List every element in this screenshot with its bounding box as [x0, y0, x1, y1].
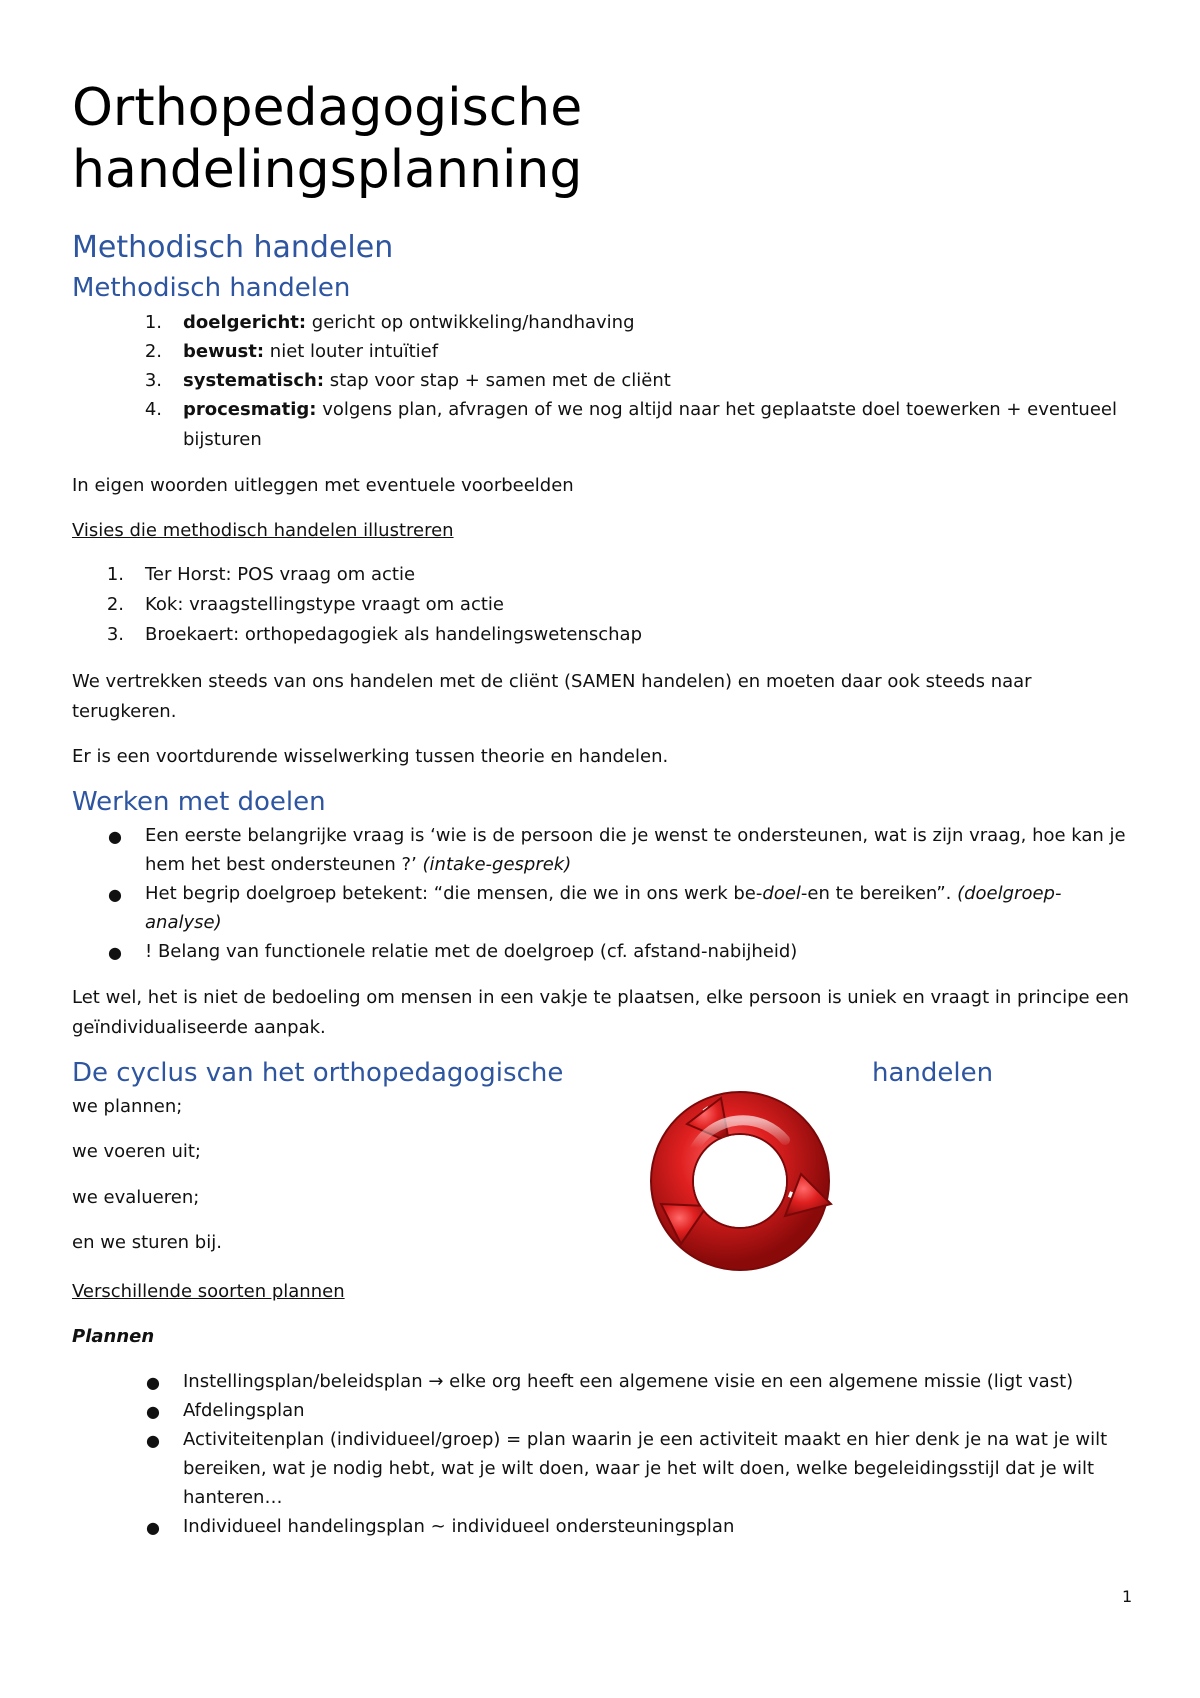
bullet-text-continuation: bereiken, wat je nodig hebt, wat je wilt doen, waar je het wilt doen, welke begeleidingsstijl dat je wilt	[183, 1458, 1095, 1479]
cycle-step: we evalueren;	[72, 1187, 200, 1208]
list-item	[183, 311, 635, 335]
cycle-step: we plannen;	[72, 1096, 183, 1117]
paragraph-line: We vertrekken steeds van ons handelen met de cliënt (SAMEN handelen) en moeten daar ook steeds naar	[72, 671, 1032, 692]
bullet-text: Instellingsplan/beleidsplan → elke org heeft een algemene visie en een algemene missie (ligt vast)	[183, 1371, 1074, 1392]
list-item	[183, 369, 671, 393]
list-number: 1.	[144, 312, 162, 333]
heading-werken-met-doelen: Werken met doelen	[72, 787, 326, 817]
instruction-note: In eigen woorden uitleggen met eventuele voorbeelden	[72, 475, 574, 496]
heading-cyclus-end: handelen	[872, 1058, 994, 1088]
plannen-label: Plannen	[72, 1326, 155, 1347]
list-text: niet louter intuïtief	[264, 341, 439, 362]
list-number: 3.	[144, 370, 162, 391]
list-term: procesmatig:	[183, 399, 317, 420]
list-text: stap voor stap + samen met de cliënt	[324, 370, 671, 391]
subheading-methodisch-handelen: Methodisch handelen	[72, 273, 351, 303]
title-line-1: Orthopedagogische	[72, 78, 583, 138]
visies-heading: Visies die methodisch handelen illustreren	[72, 520, 454, 541]
bullet-icon: ●	[146, 1402, 160, 1421]
list-term: systematisch:	[183, 370, 325, 391]
list-number: 3.	[106, 624, 124, 645]
bullet-icon: ●	[146, 1373, 160, 1392]
bullet-text: Afdelingsplan	[183, 1400, 305, 1421]
list-item: Kok: vraagstellingstype vraagt om actie	[145, 594, 504, 615]
bullet-icon: ●	[108, 827, 122, 846]
list-item	[183, 340, 438, 364]
arrow-right-icon: →	[428, 1371, 444, 1392]
list-item-continuation: bijsturen	[183, 429, 262, 450]
list-item: Broekaert: orthopedagogiek als handelingswetenschap	[145, 624, 642, 645]
heading-cyclus: De cyclus van het orthopedagogische	[72, 1058, 564, 1088]
heading-methodisch-handelen: Methodisch handelen	[72, 230, 394, 265]
list-number: 4.	[144, 399, 162, 420]
bullet-icon: ●	[146, 1431, 160, 1450]
bullet-icon: ●	[108, 885, 122, 904]
bullet-text: ! Belang van functionele relatie met de doelgroep (cf. afstand-nabijheid)	[145, 941, 798, 962]
paragraph-line: Let wel, het is niet de bedoeling om mensen in een vakje te plaatsen, elke persoon is uniek en vraagt in principe een	[72, 987, 1129, 1008]
bullet-text: Het begrip doelgroep betekent: “die mensen, die we in ons werk be-doel-en te bereiken”. (doelgroep-	[145, 883, 1062, 904]
list-number: 2.	[144, 341, 162, 362]
cycle-step: we voeren uit;	[72, 1141, 201, 1162]
bullet-text: Activiteitenplan (individueel/groep) = plan waarin je een activiteit maakt en hier denk je na wat je wilt	[183, 1429, 1108, 1450]
list-number: 2.	[106, 594, 124, 615]
bullet-icon: ●	[108, 943, 122, 962]
bullet-text-continuation: analyse)	[145, 912, 222, 933]
bullet-text: Een eerste belangrijke vraag is ‘wie is de persoon die je wenst te ondersteunen, wat is zijn vraag, hoe kan je	[145, 825, 1126, 846]
bullet-text-continuation: hanteren…	[183, 1487, 283, 1508]
list-term: bewust:	[183, 341, 265, 362]
list-text: volgens plan, afvragen of we nog altijd naar het geplaatste doel toewerken + eventueel	[316, 399, 1117, 420]
bullet-text-continuation: hem het best ondersteunen ?’ (intake-gesprek)	[145, 854, 572, 875]
list-item: Ter Horst: POS vraag om actie	[145, 564, 416, 585]
cycle-step: en we sturen bij.	[72, 1232, 222, 1253]
list-item	[183, 398, 1117, 422]
paragraph-line: terugkeren.	[72, 701, 177, 722]
cycle-arrows-icon	[625, 1078, 855, 1278]
page-number: 1	[1122, 1587, 1133, 1606]
bullet-text: Individueel handelingsplan ~ individueel ondersteuningsplan	[183, 1516, 735, 1537]
bullet-icon: ●	[146, 1518, 160, 1537]
list-text: gericht op ontwikkeling/handhaving	[306, 312, 635, 333]
paragraph: Er is een voortdurende wisselwerking tussen theorie en handelen.	[72, 746, 669, 767]
paragraph-line: geïndividualiseerde aanpak.	[72, 1017, 326, 1038]
title-line-2: handelingsplanning	[72, 140, 583, 200]
soorten-plannen-heading: Verschillende soorten plannen	[72, 1281, 345, 1302]
list-number: 1.	[106, 564, 124, 585]
list-term: doelgericht:	[183, 312, 307, 333]
